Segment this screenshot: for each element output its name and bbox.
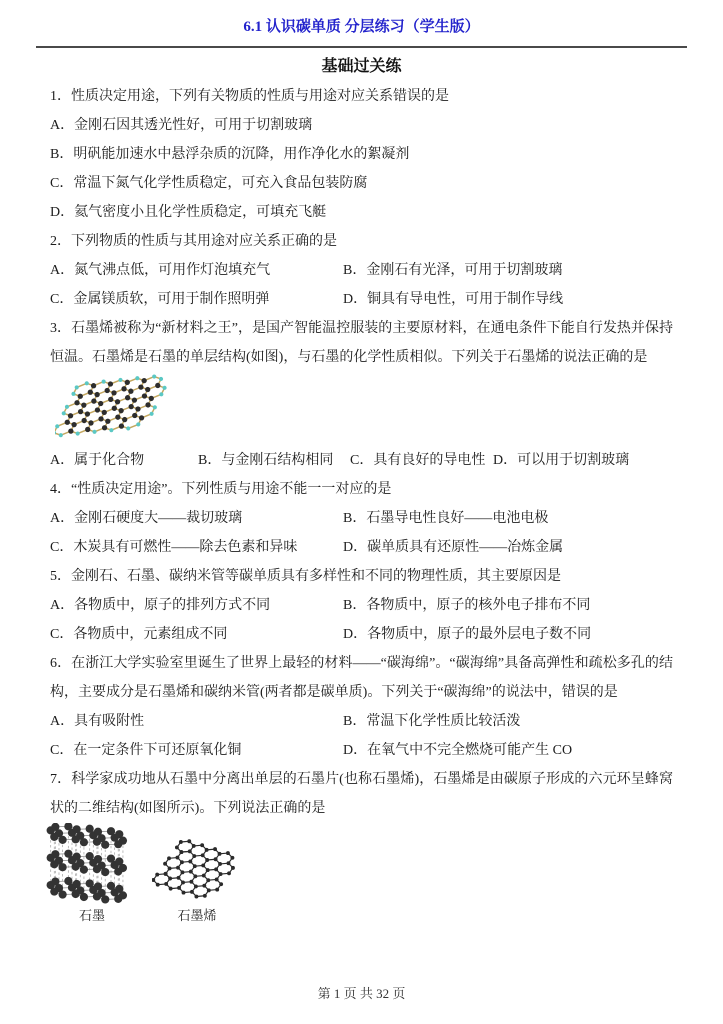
option-c: C．木炭具有可燃性——除去色素和异味 <box>50 540 298 555</box>
graphene-sheet-figure <box>55 372 673 446</box>
structure-figures <box>44 823 673 925</box>
option-row <box>50 707 673 736</box>
question-stem: 1．性质决定用途，下列有关物质的性质与用途对应关系错误的是 <box>50 89 449 104</box>
question-7 <box>50 765 673 925</box>
option-b: B．常温下化学性质比较活泼 <box>343 714 521 729</box>
option-c: C．常温下氮气化学性质稳定，可充入食品包装防腐 <box>50 176 368 191</box>
option-d: D．铜具有导电性，可用于制作导线 <box>343 292 564 307</box>
graphite-structure-icon <box>44 823 140 907</box>
option-a: A．氮气沸点低，可用作灯泡填充气 <box>50 263 271 278</box>
page-title: 6.1 认识碳单质 分层练习（学生版） <box>243 19 480 35</box>
graphene-figure <box>152 835 242 925</box>
question-3 <box>50 314 673 475</box>
option-a: A．各物质中，原子的排列方式不同 <box>50 598 271 613</box>
option-row <box>50 285 673 314</box>
question-1 <box>50 82 673 227</box>
option-row <box>50 533 673 562</box>
option-a: A．属于化合物 <box>50 453 145 468</box>
option-c: C．金属镁质软，可用于制作照明弹 <box>50 292 270 307</box>
option-c: C．各物质中，元素组成不同 <box>50 627 228 642</box>
question-stem: 3．石墨烯被称为“新材料之王”，是国产智能温控服装的主要原材料，在通电条件下能自行发热并保持恒温。石墨烯是石墨的单层结构(如图)，与石墨的化学性质相似。下列关于石墨烯的说法正确的是 <box>50 321 673 365</box>
option-d: D．在氧气中不完全燃烧可能产生 CO <box>343 743 573 758</box>
option-d: D．碳单质具有还原性——冶炼金属 <box>343 540 564 555</box>
option-a: A．金刚石因其透光性好，可用于切割玻璃 <box>50 118 313 133</box>
option-d: D．氦气密度小且化学性质稳定，可填充飞艇 <box>50 205 327 220</box>
option-c: C．具有良好的导电性 <box>350 453 486 468</box>
option-row <box>50 591 673 620</box>
graphene-structure-icon <box>152 835 242 907</box>
option-b: B．与金刚石结构相同 <box>198 453 334 468</box>
question-stem: 5．金刚石、石墨、碳纳米管等碳单质具有多样性和不同的物理性质，其主要原因是 <box>50 569 561 584</box>
graphene-label: 石墨烯 <box>177 908 217 923</box>
option-b: B．各物质中，原子的核外电子排布不同 <box>343 598 591 613</box>
question-stem: 7．科学家成功地从石墨中分离出单层的石墨片(也称石墨烯)，石墨烯是由碳原子形成的六元环呈蜂窝状的二维结构(如图所示)。下列说法正确的是 <box>50 772 673 816</box>
option-row <box>50 504 673 533</box>
question-stem: 2．下列物质的性质与其用途对应关系正确的是 <box>50 234 337 249</box>
question-4 <box>50 475 673 562</box>
option-row <box>50 256 673 285</box>
option-a: A．具有吸附性 <box>50 714 145 729</box>
graphite-figure <box>44 823 140 925</box>
option-c: C．在一定条件下可还原氧化铜 <box>50 743 242 758</box>
page-footer: 第 1 页 共 32 页 <box>317 986 406 1001</box>
option-a: A．金刚石硬度大——裁切玻璃 <box>50 511 243 526</box>
option-row <box>50 736 673 765</box>
header-divider <box>36 46 687 48</box>
option-d: D．各物质中，原子的最外层电子数不同 <box>343 627 592 642</box>
question-list <box>50 82 673 925</box>
option-b: B．明矾能加速水中悬浮杂质的沉降，用作净化水的絮凝剂 <box>50 147 410 162</box>
graphite-label: 石墨 <box>78 908 105 923</box>
option-row <box>50 620 673 649</box>
question-stem: 6．在浙江大学实验室里诞生了世界上最轻的材料——“碳海绵”。“碳海绵”具备高弹性和疏松多孔的结构，主要成分是石墨烯和碳纳米管(两者都是碳单质)。下列关于“碳海绵”的说法中，错误的是 <box>50 656 673 700</box>
option-row <box>50 446 673 475</box>
graphene-structure-icon <box>55 372 173 441</box>
question-6 <box>50 649 673 765</box>
section-header: 基础过关练 <box>321 58 402 75</box>
question-5 <box>50 562 673 649</box>
option-b: B．金刚石有光泽，可用于切割玻璃 <box>343 263 563 278</box>
question-stem: 4．“性质决定用途”。下列性质与用途不能一一对应的是 <box>50 482 392 497</box>
option-d: D．可以用于切割玻璃 <box>493 453 630 468</box>
question-2 <box>50 227 673 314</box>
option-b: B．石墨导电性良好——电池电极 <box>343 511 549 526</box>
